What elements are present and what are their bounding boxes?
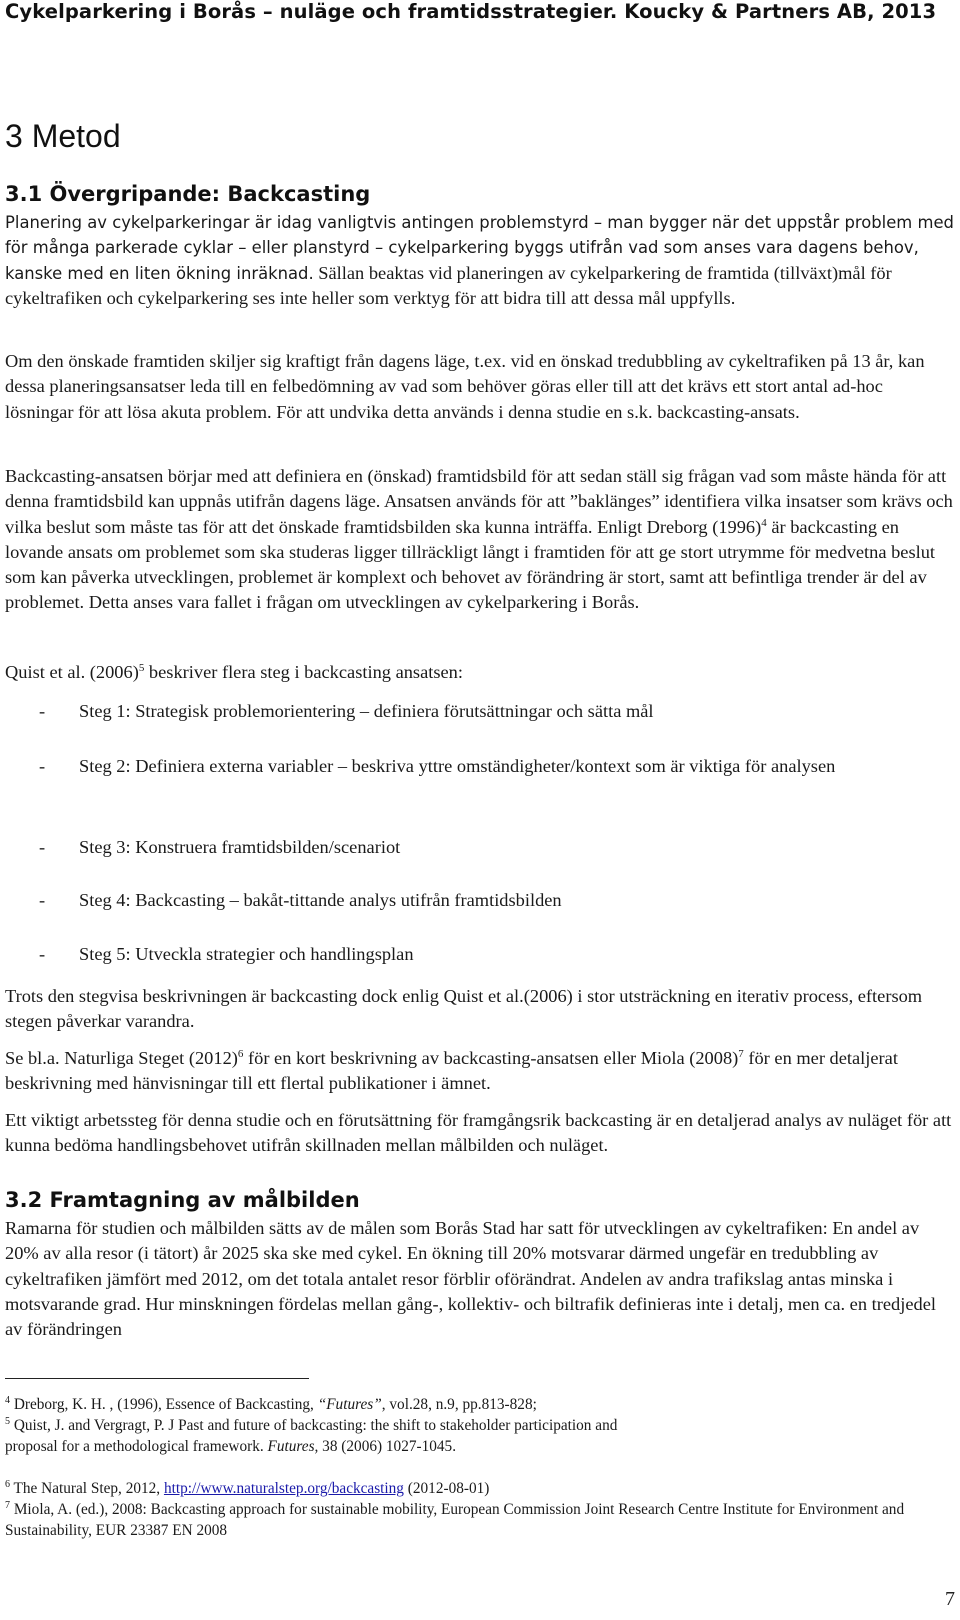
list-item-text: Steg 5: Utveckla strategier och handlingsplan: [79, 944, 414, 964]
list-bullet: -: [39, 837, 46, 857]
list-bullet: -: [39, 944, 46, 964]
page-number: 7: [945, 1588, 955, 1610]
paragraph-text: Backcasting-ansatsen börjar med att definiera en (önskad) framtidsbild för att sedan ställ sig frågan vad som måste hända för att denna framtidsbild kan uppnås utifrån dagens läge. Ansatsen används för att ”baklänges” identifiera vilka insatser som krävs och vilka beslut som måste tas för att det önskade framtidsbilden ska kunna inträffa. Enligt Dreborg (1996): [5, 466, 953, 537]
section-heading-3-1: 3.1 Övergripande: Backcasting: [5, 182, 371, 206]
list-bullet: -: [39, 701, 46, 721]
paragraph-text: Se bl.a. Naturliga Steget (2012): [5, 1048, 238, 1068]
paragraph-desired-future-first: Om den önskade framtiden skiljer sig kraftigt från dagens läge, t.ex.: [5, 351, 506, 371]
section-heading-3-2: 3.2 Framtagning av målbilden: [5, 1188, 360, 1212]
chapter-heading: 3 Metod: [5, 118, 121, 154]
paragraph-intro-serif-part: Sällan beaktas vid planeringen av cykelparkering de framtida (tillväxt)mål för cykeltrafiken och cykelparkering ses inte heller som verktyg för att bidra till att dessa mål uppfylls.: [5, 262, 892, 308]
list-item-text: Steg 2: Definiera externa variabler – beskriva yttre omständigheter/kontext som är viktiga för analysen: [79, 756, 836, 776]
paragraph-intro-sans-part: Planering av cykelparkeringar är idag vanligtvis antingen problemstyrd – man bygger när det uppstår problem med för många parkerade cyklar – eller planstyrd – cykelparkering byggs utifrån vad som anses vara dagens behov, kanske med en liten ökning inräknad.: [5, 213, 954, 283]
footnote-6: [5, 1478, 955, 1499]
paragraph-references: [5, 1046, 955, 1097]
footnote-number: 5: [5, 1415, 10, 1427]
footnote-4: [5, 1394, 955, 1415]
footnote-divider: [5, 1378, 309, 1379]
footnote-ref-5[interactable]: 5: [138, 661, 145, 674]
paragraph-desired-future: [5, 349, 955, 425]
footnote-text: (2012-08-01): [403, 1480, 490, 1497]
footnote-journal: “Futures”: [317, 1396, 382, 1413]
paragraph-quist-steps: [5, 660, 955, 685]
footnote-text: Miola, A. (ed.), 2008: Backcasting approach for sustainable mobility, European Commission Joint Research Centre Institute for Environment and Sustainability, EUR 23387 EN 2008: [5, 1501, 905, 1539]
list-bullet: -: [39, 756, 46, 776]
paragraph-text: Quist et al. (2006): [5, 662, 139, 682]
list-item-text: Steg 3: Konstruera framtidsbilden/scenariot: [79, 837, 401, 857]
footnote-ref-4[interactable]: 4: [761, 516, 767, 529]
paragraph-desired-future-rest: vid en önskad tredubbling av cykeltrafiken på 13 år, kan dessa planeringsansatser leda till en felbedömning av vad som behöver göras eller till att det krävs ett stort antal ad-hoc lösningar för att lösa akuta problem. För att undvika detta används i denna studie en s.k. backcasting-ansats.: [5, 351, 925, 422]
footnote-number: 7: [5, 1499, 10, 1511]
running-header: Cykelparkering i Borås – nuläge och framtidsstrategier. Koucky & Partners AB, 2013: [5, 0, 937, 23]
footnote-text: Dreborg, K. H. , (1996), Essence of Backcasting,: [10, 1396, 318, 1413]
footnote-text: The Natural Step, 2012,: [10, 1480, 164, 1497]
paragraph-iterative: Trots den stegvisa beskrivningen är backcasting dock enlig Quist et al.(2006) i stor utsträckning en iterativ process, eftersom stegen påverkar varandra.: [5, 986, 923, 1032]
list-bullet: -: [39, 890, 46, 910]
footnote-7: [5, 1499, 955, 1541]
paragraph-analysis: Ett viktigt arbetssteg för denna studie och en förutsättning för framgångsrik backcasting är en detaljerad analys av nuläget för att kunna bedöma handlingsbehovet utifrån skillnaden mellan målbilden och nuläget.: [5, 1110, 952, 1156]
paragraph-backcasting-approach: [5, 464, 955, 616]
naturalstep-link[interactable]: http://www.naturalstep.org/backcasting: [163, 1480, 404, 1497]
list-item-text: Steg 1: Strategisk problemorientering – definiera förutsättningar och sätta mål: [79, 701, 654, 721]
footnote-text: 38 (2006) 1027-1045.: [318, 1438, 457, 1455]
footnote-ref-7[interactable]: 7: [738, 1047, 744, 1060]
paragraph-text: för en kort beskrivning av backcasting-ansatsen eller Miola (2008): [243, 1048, 739, 1068]
list-item-text: Steg 4: Backcasting – bakåt-tittande analys utifrån framtidsbilden: [79, 890, 562, 910]
paragraph-intro: [5, 210, 955, 311]
paragraph-text: för en mer detaljerat beskrivning med hänvisningar till ett flertal publikationer i ämnet.: [5, 1048, 898, 1094]
footnote-number: 4: [5, 1394, 10, 1406]
footnote-text: Quist, J. and Vergragt, P. J Past and future of backcasting: the shift to stakeholder participation and proposal for a methodological framework.: [5, 1417, 618, 1455]
paragraph-text: är backcasting en lovande ansats om problemet som ska studeras ligger tillräckligt långt i framtiden för att ge stort utrymme för medvetna beslut som kan påverka utvecklingen, problemet är komplext och behovet av förändring är stort, samt att befintliga trender är del av problemet. Detta anses vara fallet i frågan om utvecklingen av cykelparkering i Borås.: [5, 516, 936, 613]
footnote-text: , vol.28, n.9, pp.813-828;: [381, 1396, 537, 1413]
footnote-number: 6: [5, 1478, 10, 1490]
footnote-journal: Futures,: [267, 1438, 319, 1455]
footnote-5: [5, 1415, 625, 1457]
paragraph-targets: Ramarna för studien och målbilden sätts av de målen som Borås Stad har satt för utvecklingen av cykeltrafiken: En andel av 20% av alla resor (i tätort) år 2025 ska ske med cykel. En ökning till 20% motsvarar därmed ungefär en tredubbling av cykeltrafiken jämfört med 2012, om det totala antalet resor förblir oförändrat. Andelen av andra trafikslag antas minska i motsvarande grad. Hur minskningen fördelas mellan gång-, kollektiv- och biltrafik definieras inte i detalj, men ca. en tredjedel av förändringen: [5, 1218, 936, 1340]
footnote-ref-6[interactable]: 6: [237, 1047, 244, 1060]
paragraph-text: beskriver flera steg i backcasting ansatsen:: [144, 662, 463, 682]
